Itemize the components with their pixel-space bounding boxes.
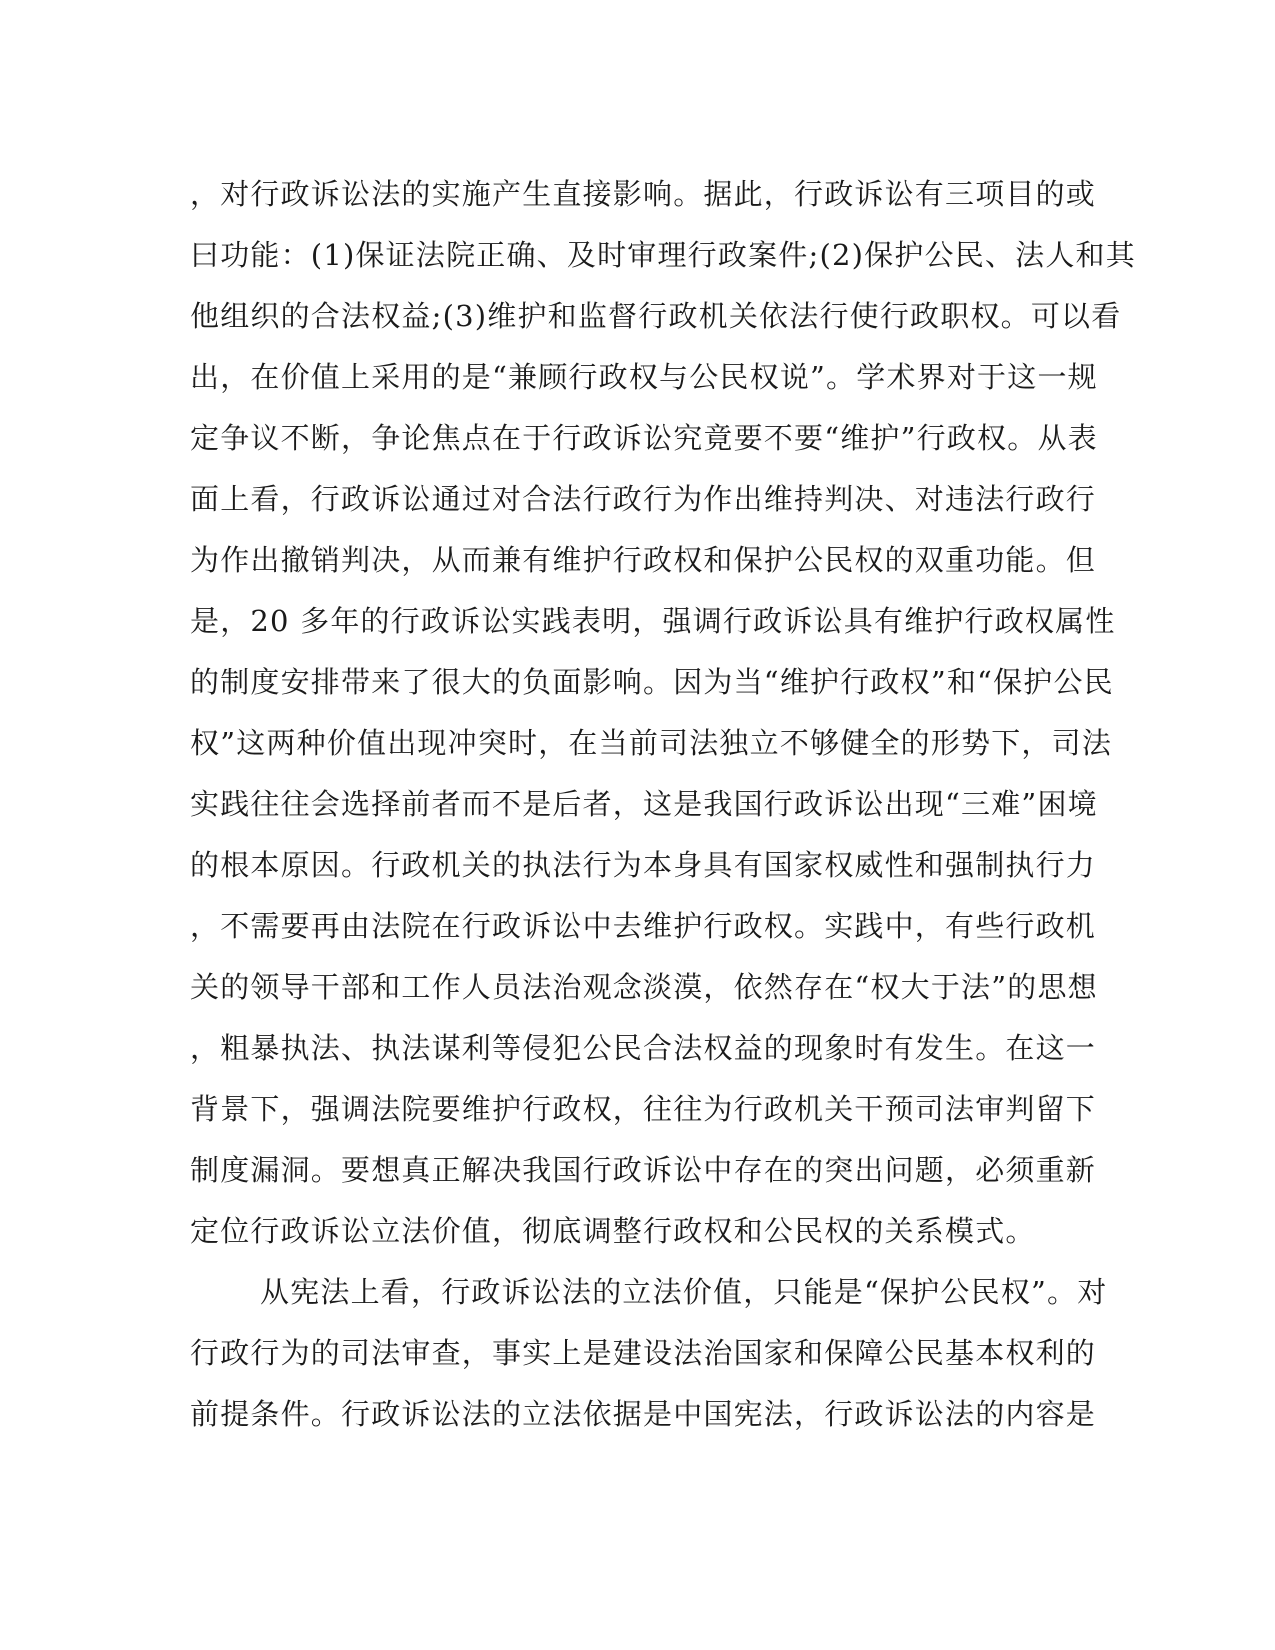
text-line: 定位行政诉讼立法价值，彻底调整行政权和公民权的关系模式。 [190,1214,1036,1248]
text-line: 实践往往会选择前者而不是后者，这是我国行政诉讼出现“三难”困境 [190,787,1098,821]
text-line: 的根本原因。行政机关的执法行为本身具有国家权威性和强制执行力 [190,848,1097,882]
text-line: 制度漏洞。要想真正解决我国行政诉讼中存在的突出问题，必须重新 [190,1153,1097,1187]
text-line: 背景下，强调法院要维护行政权，往往为行政机关干预司法审判留下 [190,1092,1097,1126]
text-line: ，对行政诉讼法的实施产生直接影响。据此，行政诉讼有三项目的或 [190,177,1097,211]
text-line: 他组织的合法权益;(3)维护和监督行政机关依法行使行政职权。可以看 [190,299,1122,333]
text-line: ，不需要再由法院在行政诉讼中去维护行政权。实践中，有些行政机 [190,909,1097,943]
text-line: 面上看，行政诉讼通过对合法行政行为作出维持判决、对违法行政行 [190,482,1097,516]
text-line: 曰功能：(1)保证法院正确、及时审理行政案件;(2)保护公民、法人和其 [190,238,1136,272]
text-line: 的制度安排带来了很大的负面影响。因为当“维护行政权”和“保护公民 [190,665,1114,699]
text-line: 是，20 多年的行政诉讼实践表明，强调行政诉讼具有维护行政权属性 [190,604,1116,638]
text-line: 定争议不断，争论焦点在于行政诉讼究竟要不要“维护”行政权。从表 [190,421,1098,455]
text-line: 权”这两种价值出现冲突时，在当前司法独立不够健全的形势下，司法 [190,726,1113,760]
text-line: 关的领导干部和工作人员法治观念淡漠，依然存在“权大于法”的思想 [190,970,1098,1004]
paragraph-start-line: 从宪法上看，行政诉讼法的立法价值，只能是“保护公民权”。对 [260,1275,1108,1309]
text-line: 前提条件。行政诉讼法的立法依据是中国宪法，行政诉讼法的内容是 [190,1397,1097,1431]
text-line: 出，在价值上采用的是“兼顾行政权与公民权说”。学术界对于这一规 [190,360,1098,394]
text-line: 为作出撤销判决，从而兼有维护行政权和保护公民权的双重功能。但 [190,543,1097,577]
text-line: ，粗暴执法、执法谋利等侵犯公民合法权益的现象时有发生。在这一 [190,1031,1097,1065]
body-text [190,164,1136,1445]
text-line: 行政行为的司法审查，事实上是建设法治国家和保障公民基本权利的 [190,1336,1097,1370]
